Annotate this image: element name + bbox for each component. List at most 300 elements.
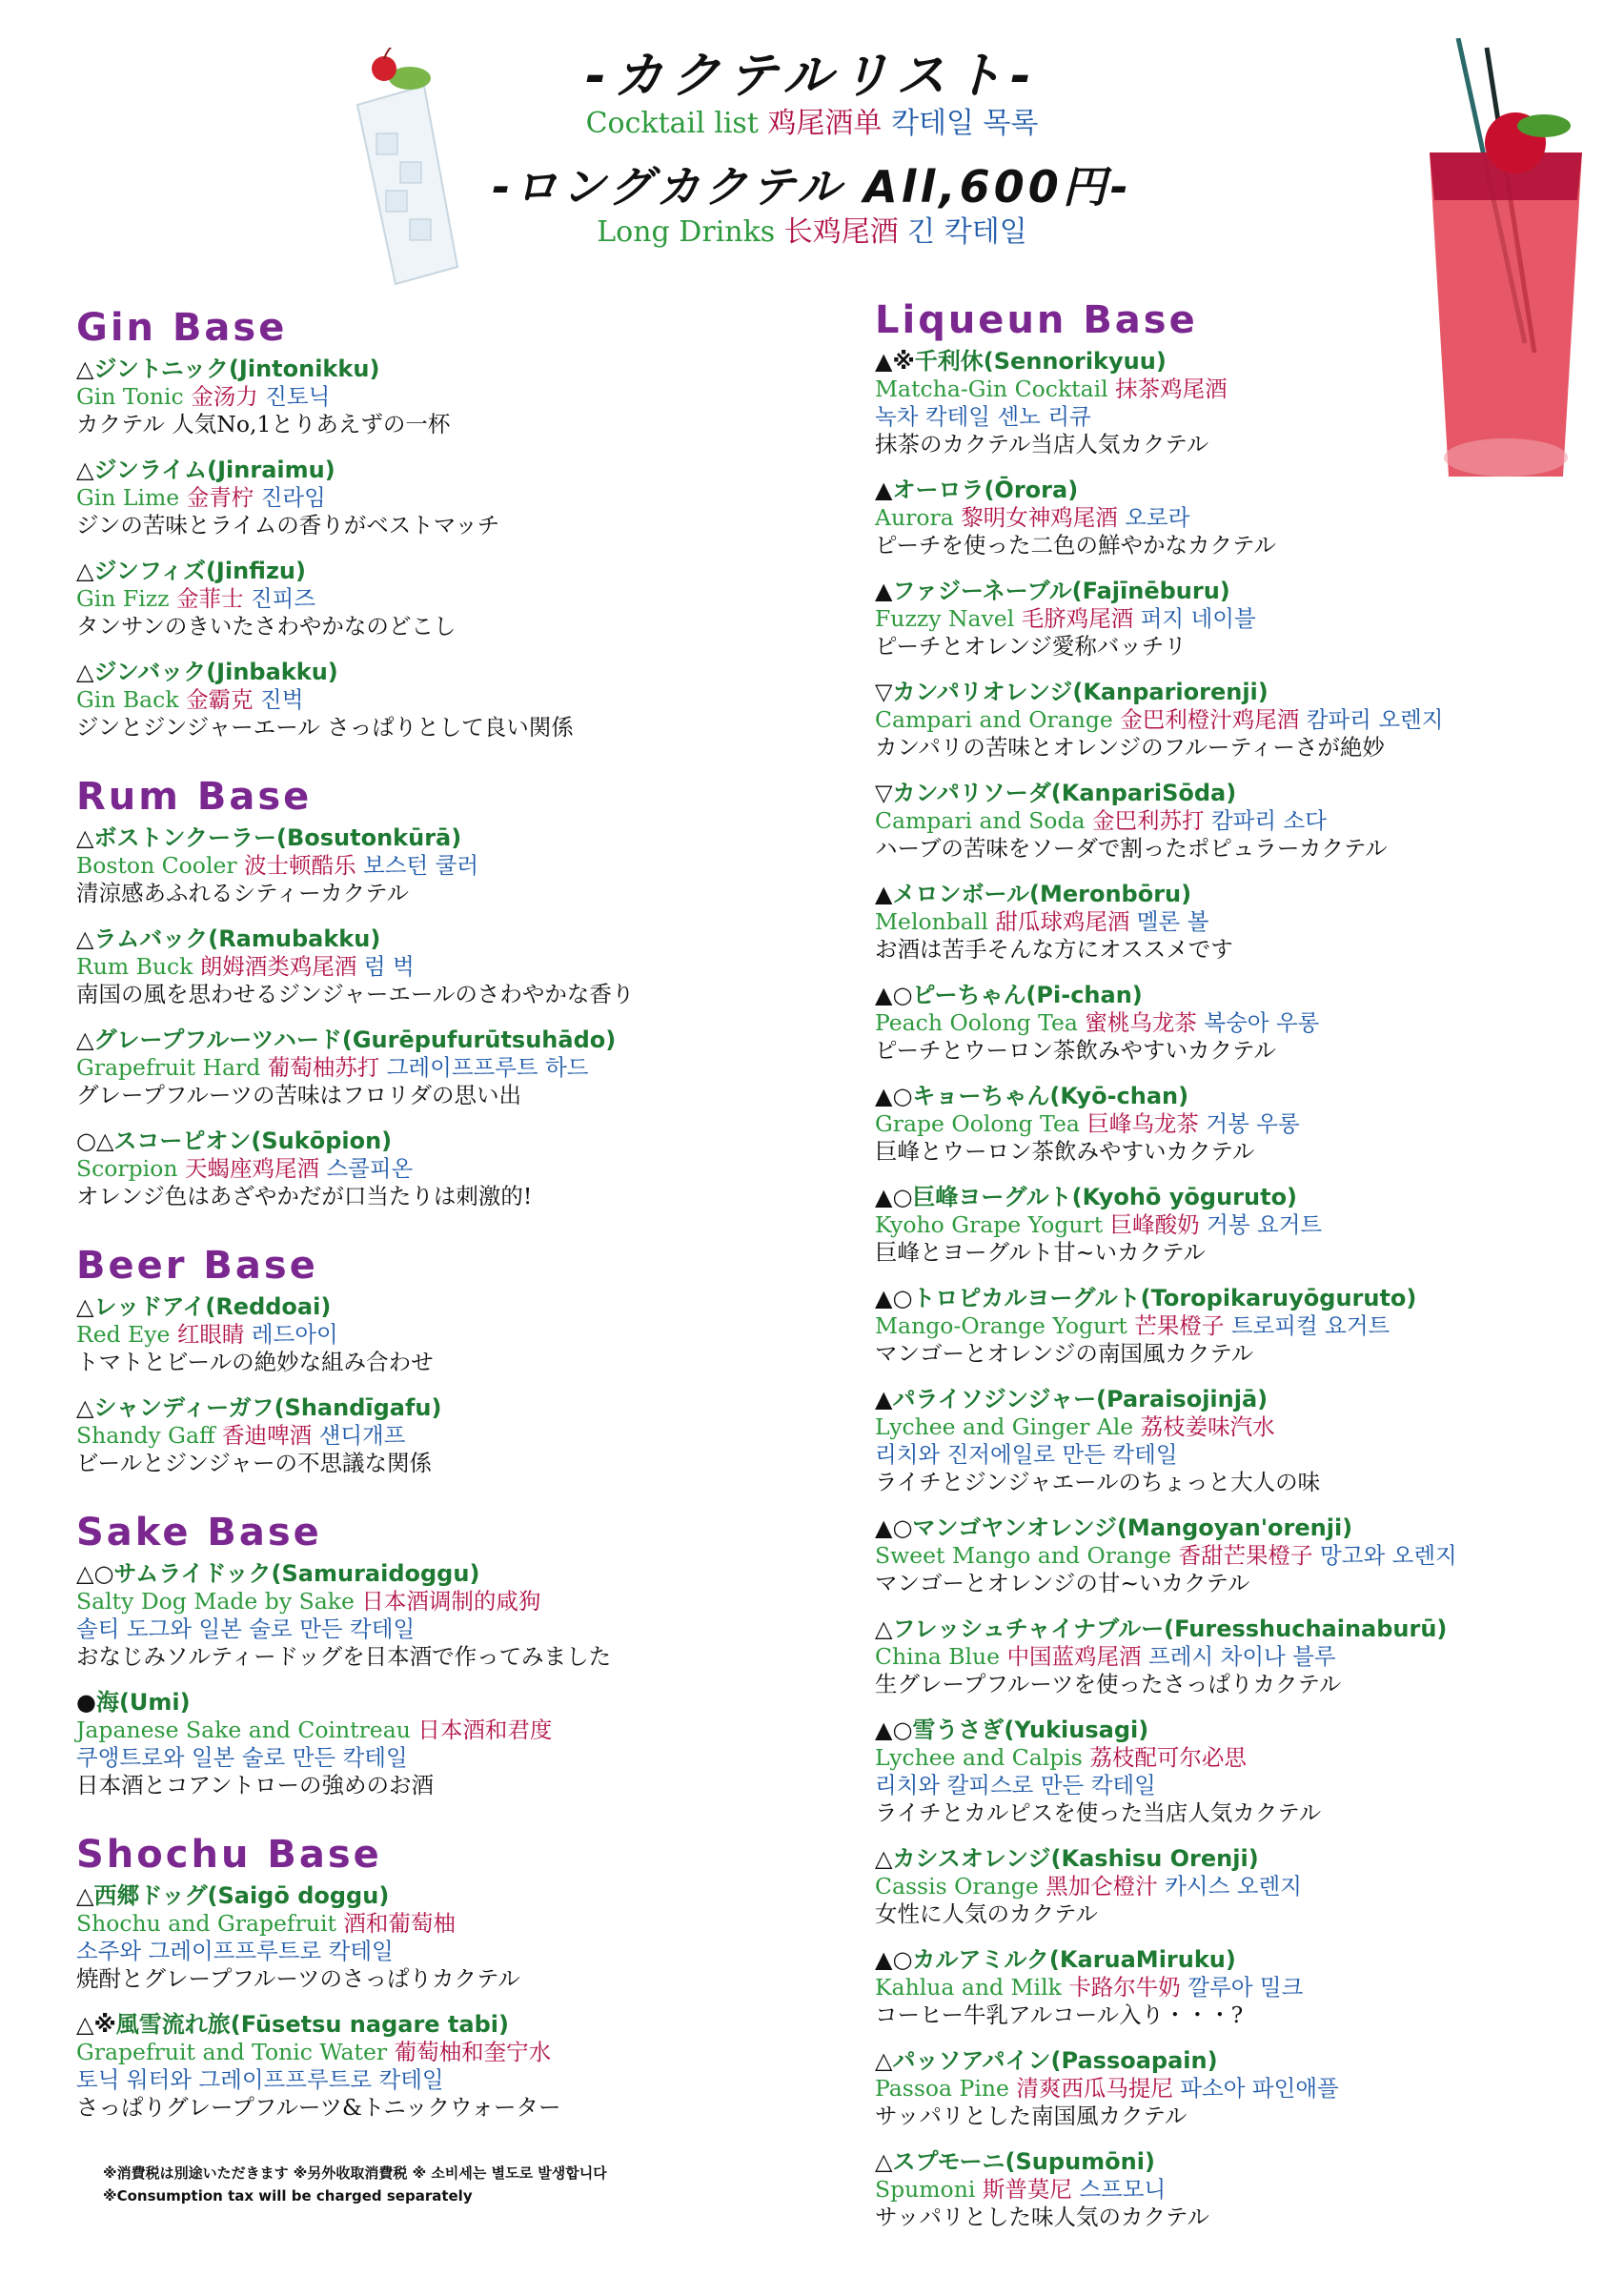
item-translations <box>875 1643 1599 1671</box>
item-description: 巨峰とヨーグルト甘~いカクテル <box>875 1239 1206 1266</box>
item-description: 焼酎とグレープフルーツのさっぱりカクテル <box>76 1965 520 1992</box>
item-description: カンパリの苦味とオレンジのフルーティーさが絶妙 <box>875 734 1385 761</box>
item-title: レッドアイ(Reddoai) <box>93 1293 332 1320</box>
item-title: スコーピオン(Sukōpion) <box>113 1128 393 1154</box>
item-english: Japanese Sake and Cointreau <box>76 1717 411 1743</box>
item-korean: 럼 벅 <box>363 953 415 980</box>
item-description: おなじみソルティードッグを日本酒で作ってみました <box>76 1643 612 1670</box>
item-korean: 녹차 칵테일 센노 리큐 <box>875 403 1091 430</box>
item-name <box>875 1284 1599 1312</box>
item-title: キョーちゃん(Kyō-chan) <box>912 1083 1189 1109</box>
menu-item <box>76 823 858 907</box>
item-translations <box>76 1588 858 1615</box>
item-mark: △※ <box>76 2011 116 2038</box>
item-name <box>76 1559 858 1588</box>
item-chinese: 斯普莫尼 <box>982 2176 1072 2203</box>
item-name <box>76 823 858 852</box>
item-english: Red Eye <box>76 1321 171 1348</box>
menu-section <box>76 305 858 742</box>
item-chinese: 酒和葡萄柚 <box>343 1910 456 1937</box>
section-title: Rum Base <box>76 775 313 819</box>
item-english: Gin Fizz <box>76 585 170 612</box>
item-chinese: 巨峰酸奶 <box>1109 1211 1200 1238</box>
item-mark: ▲ <box>875 477 893 503</box>
item-name <box>76 1881 858 1910</box>
item-title: サムライドック(Samuraidoggu) <box>113 1560 480 1587</box>
item-mark: △ <box>76 1026 94 1053</box>
header <box>0 48 1624 250</box>
item-description: サッパリとした南国風カクテル <box>875 2103 1188 2129</box>
item-name <box>76 456 858 484</box>
section-title: Shochu Base <box>76 1833 382 1877</box>
menu-item <box>76 1026 858 1109</box>
item-translations <box>875 706 1599 734</box>
footer-notes <box>103 2162 607 2207</box>
item-description: ライチとカルピスを使った当店人気カクテル <box>875 1799 1322 1826</box>
item-english: Gin Lime <box>76 484 180 511</box>
item-description: カクテル 人気No,1とりあえずの一杯 <box>76 411 451 437</box>
long-drinks-subtitle: Long Drinks 长鸡尾酒 긴 칵테일 <box>597 215 1027 249</box>
item-translations <box>76 383 858 411</box>
menu-item <box>875 1183 1599 1267</box>
item-chinese: 毛脐鸡尾酒 <box>1021 605 1134 632</box>
item-title: ジントニック(Jintonikku) <box>93 356 380 382</box>
item-korean: 프레시 차이나 블루 <box>1148 1643 1336 1670</box>
menu-section <box>76 1510 858 1799</box>
item-name <box>875 1514 1599 1542</box>
item-name <box>875 1183 1599 1211</box>
item-chinese: 朗姆酒类鸡尾酒 <box>199 953 357 980</box>
item-name <box>875 476 1599 504</box>
item-title: 風雪流れ旅(Fūsetsu nagare tabi) <box>115 2011 509 2038</box>
item-english: Spumoni <box>875 2176 976 2203</box>
tax-note-english: ※Consumption tax will be charged separately <box>103 2187 473 2205</box>
item-chinese: 蜜桃乌龙茶 <box>1085 1009 1197 1036</box>
menu-item <box>875 1284 1599 1368</box>
item-description: コーヒー牛乳アルコール入り・・・? <box>875 2001 1244 2028</box>
item-translations <box>76 1422 858 1450</box>
menu-item <box>76 1393 858 1477</box>
item-translations <box>76 1321 858 1349</box>
item-chinese: 黑加仑橙汁 <box>1045 1873 1158 1900</box>
menu-item <box>875 1082 1599 1166</box>
item-name <box>76 355 858 383</box>
item-translations <box>875 1974 1599 2001</box>
item-english: Melonball <box>875 908 988 935</box>
item-mark: ▽ <box>875 780 893 806</box>
item-title: ジンフィズ(Jinfizu) <box>93 558 306 584</box>
item-korean: 복숭아 우롱 <box>1204 1009 1320 1036</box>
item-title: ラムバック(Ramubakku) <box>93 925 381 952</box>
item-mark: △ <box>76 1293 94 1320</box>
item-title: 千利休(Sennorikyuu) <box>914 348 1167 375</box>
item-translations <box>76 2039 858 2066</box>
item-translations <box>76 953 858 981</box>
item-chinese: 金菲士 <box>175 585 244 612</box>
item-english: Campari and Orange <box>875 706 1113 733</box>
menu-item <box>875 1385 1599 1496</box>
item-chinese: 香甜芒果橙子 <box>1178 1542 1313 1569</box>
item-translations <box>76 686 858 714</box>
item-english: Gin Back <box>76 686 179 713</box>
item-chinese: 金青柠 <box>186 484 254 511</box>
item-title: パッソアパイン(Passoapain) <box>892 2047 1218 2074</box>
item-korean: 오로라 <box>1125 504 1190 531</box>
item-translations <box>875 2176 1599 2204</box>
item-title: ファジーネーブル(Fajīnēburu) <box>892 578 1230 604</box>
item-translations <box>875 504 1599 532</box>
item-mark: △ <box>875 1615 893 1642</box>
item-mark: △ <box>875 2047 893 2074</box>
item-mark: △○ <box>76 1560 114 1587</box>
menu-item <box>875 2046 1599 2130</box>
item-chinese: 日本酒调制的咸狗 <box>361 1588 541 1615</box>
item-korean: 레드아이 <box>251 1321 338 1348</box>
menu-item <box>76 355 858 438</box>
item-description: タンサンのきいたさわやかなのどこし <box>76 613 457 640</box>
item-mark: △ <box>875 1845 893 1872</box>
item-title: 雪うさぎ(Yukiusagi) <box>912 1717 1149 1743</box>
item-description: さっぱりグレープフルーツ&トニックウォーター <box>76 2094 561 2121</box>
menu-item <box>76 1559 858 1671</box>
item-english: Peach Oolong Tea <box>875 1009 1078 1036</box>
item-title: 海(Umi) <box>95 1689 191 1716</box>
item-mark: ▲○ <box>875 1946 913 1973</box>
item-korean: 섄디개프 <box>318 1422 406 1449</box>
menu-section <box>76 1243 858 1477</box>
menu-item <box>76 1881 858 1993</box>
item-mark: △ <box>76 824 94 851</box>
item-english: Aurora <box>875 504 954 531</box>
item-description: ハーブの苦味をソーダで割ったポピュラーカクテル <box>875 835 1388 862</box>
menu-item <box>875 981 1599 1065</box>
item-name <box>76 557 858 585</box>
menu-item <box>875 1844 1599 1928</box>
item-name <box>875 577 1599 605</box>
item-korean: 거봉 요거트 <box>1207 1211 1323 1238</box>
menu-item <box>875 347 1599 458</box>
item-description: ジンの苦味とライムの香りがベストマッチ <box>76 512 500 538</box>
item-chinese: 红眼睛 <box>176 1321 245 1348</box>
menu-item <box>76 1127 858 1210</box>
item-mark: ▲○ <box>875 1514 913 1541</box>
item-english: Kahlua and Milk <box>875 1974 1062 2001</box>
item-english: Rum Buck <box>76 953 193 980</box>
item-chinese: 荔枝姜味汽水 <box>1140 1413 1275 1440</box>
item-english: Mango-Orange Yogurt <box>875 1312 1127 1339</box>
item-title: フレッシュチャイナブルー(Furesshuchainaburū) <box>892 1615 1448 1642</box>
item-korean: 보스턴 쿨러 <box>363 852 479 879</box>
item-mark: ▲ <box>875 1386 893 1412</box>
item-mark: △ <box>76 356 94 382</box>
item-translations <box>875 376 1599 403</box>
section-title: Sake Base <box>76 1511 322 1554</box>
item-translations <box>76 1155 858 1183</box>
item-description: ピーチを使った二色の鮮やかなカクテル <box>875 532 1276 559</box>
item-english: Passoa Pine <box>875 2075 1009 2102</box>
item-name <box>875 2147 1599 2176</box>
item-mark: ○△ <box>76 1128 114 1154</box>
item-description: ピーチとオレンジ愛称バッチリ <box>875 633 1187 660</box>
item-english: Sweet Mango and Orange <box>875 1542 1172 1569</box>
item-english: Scorpion <box>76 1155 178 1182</box>
item-translations <box>875 2075 1599 2103</box>
item-translations <box>875 1009 1599 1037</box>
item-mark: △ <box>875 2148 893 2175</box>
item-description: 女性に人気のカクテル <box>875 1900 1098 1927</box>
menu-item <box>875 577 1599 660</box>
item-description: マンゴーとオレンジの南国風カクテル <box>875 1340 1254 1367</box>
item-title: ジンライム(Jinraimu) <box>93 457 335 483</box>
item-translations <box>875 1211 1599 1239</box>
item-mark: △ <box>76 558 94 584</box>
item-translations <box>875 807 1599 835</box>
item-title: ボストンクーラー(Bosutonkūrā) <box>93 824 462 851</box>
item-chinese: 卡路尔牛奶 <box>1068 1974 1181 2001</box>
item-korean: 멜론 볼 <box>1136 908 1209 935</box>
item-english: Lychee and Calpis <box>875 1744 1083 1771</box>
item-korean: 스콜피온 <box>326 1155 414 1182</box>
item-korean: 쿠앵트로와 일본 술로 만든 칵테일 <box>76 1744 408 1771</box>
section-title: Liqueun Base <box>875 298 1198 342</box>
item-chinese: 波士顿酷乐 <box>244 852 356 879</box>
item-english: Lychee and Ginger Ale <box>875 1413 1134 1440</box>
item-name <box>875 1082 1599 1110</box>
item-mark: △ <box>76 1882 94 1909</box>
item-korean: 캄파리 소다 <box>1210 807 1327 834</box>
menu-item <box>76 456 858 539</box>
item-chinese: 黎明女神鸡尾酒 <box>961 504 1118 531</box>
item-translations <box>875 1744 1599 1772</box>
item-description: 抹茶のカクテル当店人気カクテル <box>875 431 1209 457</box>
item-title: カンパリオレンジ(Kanpariorenji) <box>892 679 1269 705</box>
item-description: 日本酒とコアントローの強めのお酒 <box>76 1772 435 1798</box>
item-mark: ▲○ <box>875 982 913 1008</box>
page-subtitle: Cocktail list 鸡尾酒单 칵테일 목록 <box>585 107 1039 140</box>
item-korean: 솔티 도그와 일본 술로 만든 칵테일 <box>76 1615 416 1642</box>
item-chinese: 荔枝配可尔必思 <box>1089 1744 1247 1771</box>
item-english: China Blue <box>875 1643 1001 1670</box>
item-description: 南国の風を思わせるジンジャーエールのさわやかな香り <box>76 981 635 1007</box>
item-translations <box>875 1542 1599 1570</box>
item-chinese: 天蝎座鸡尾酒 <box>184 1155 319 1182</box>
item-translations <box>875 1873 1599 1900</box>
item-translations <box>76 1910 858 1938</box>
menu-item <box>76 1292 858 1376</box>
menu-item <box>875 1945 1599 2029</box>
menu-item <box>76 924 858 1008</box>
item-description: 生グレープフルーツを使ったさっぱりカクテル <box>875 1671 1342 1697</box>
item-mark: ● <box>76 1689 96 1716</box>
menu-item <box>76 557 858 640</box>
item-english: Cassis Orange <box>875 1873 1039 1900</box>
item-mark: △ <box>76 1394 94 1421</box>
item-description: 巨峰とウーロン茶飲みやすいカクテル <box>875 1138 1255 1165</box>
item-name <box>76 1026 858 1054</box>
item-mark: ▲ <box>875 881 893 907</box>
item-korean: 망고와 오렌지 <box>1320 1542 1457 1569</box>
item-english: Salty Dog Made by Sake <box>76 1588 355 1615</box>
item-english: Matcha-Gin Cocktail <box>875 376 1108 402</box>
menu-column-left <box>76 305 858 2154</box>
item-english: Grapefruit Hard <box>76 1054 261 1081</box>
item-title: マンゴヤンオレンジ(Mangoyan'orenji) <box>912 1514 1353 1541</box>
item-name <box>875 1385 1599 1413</box>
item-translations <box>875 908 1599 936</box>
item-chinese: 清爽西瓜马提尼 <box>1016 2075 1173 2102</box>
item-chinese: 葡萄柚和奎宁水 <box>394 2039 552 2065</box>
item-chinese: 中国蓝鸡尾酒 <box>1006 1643 1142 1670</box>
item-description: トマトとビールの絶妙な組み合わせ <box>76 1349 434 1375</box>
item-chinese: 香迪啤酒 <box>222 1422 313 1449</box>
item-title: ジンバック(Jinbakku) <box>93 659 338 685</box>
item-english: Kyoho Grape Yogurt <box>875 1211 1104 1238</box>
item-title: オーロラ(Ōrora) <box>892 477 1079 503</box>
item-chinese: 金霸克 <box>186 686 254 713</box>
item-translations <box>76 1717 858 1744</box>
item-description: ライチとジンジャエールのちょっと大人の味 <box>875 1469 1321 1495</box>
item-translations <box>875 1413 1599 1441</box>
item-translations <box>76 484 858 512</box>
item-mark: ▲○ <box>875 1717 913 1743</box>
menu-item <box>875 678 1599 762</box>
item-chinese: 甜瓜球鸡尾酒 <box>995 908 1130 935</box>
item-korean: 그레이프프루트 하드 <box>386 1054 589 1081</box>
item-english: Gin Tonic <box>76 383 184 410</box>
item-name <box>875 2046 1599 2075</box>
section-title: Gin Base <box>76 306 288 350</box>
item-title: カンパリソーダ(KanpariSōda) <box>892 780 1237 806</box>
menu-section <box>875 297 1599 2231</box>
item-description: オレンジ色はあざやかだが口当たりは刺激的! <box>76 1183 533 1209</box>
item-name <box>76 658 858 686</box>
item-chinese: 抹茶鸡尾酒 <box>1115 376 1228 402</box>
item-korean: 트로피컬 요거트 <box>1230 1312 1391 1339</box>
item-mark: ▲ <box>875 578 893 604</box>
item-korean: 카시스 오렌지 <box>1165 1873 1302 1900</box>
item-title: グレープフルーツハード(Gurēpufurūtsuhādo) <box>93 1026 617 1053</box>
item-name <box>76 1393 858 1422</box>
page-title: -カクテルリスト- <box>585 48 1039 105</box>
item-name <box>875 779 1599 807</box>
item-translations <box>76 585 858 613</box>
item-korean: 진벅 <box>260 686 304 713</box>
item-korean: 캄파리 오렌지 <box>1306 706 1444 733</box>
item-name <box>875 1615 1599 1643</box>
menu-item <box>875 1514 1599 1597</box>
menu-column-right <box>875 297 1599 2264</box>
item-english: Fuzzy Navel <box>875 605 1015 632</box>
item-chinese: 芒果橙子 <box>1134 1312 1225 1339</box>
item-title: スプモーニ(Supumōni) <box>892 2148 1155 2175</box>
item-name <box>875 981 1599 1009</box>
item-title: メロンボール(Meronbōru) <box>892 881 1192 907</box>
item-description: お酒は苦手そんな方にオススメです <box>875 936 1233 963</box>
menu-item <box>875 476 1599 559</box>
item-korean: 스프모니 <box>1079 2176 1167 2203</box>
item-korean: 진피즈 <box>250 585 316 612</box>
item-mark: ▲○ <box>875 1184 913 1210</box>
menu-section <box>76 1832 858 2122</box>
menu-item <box>76 1688 858 1799</box>
item-name <box>875 1844 1599 1873</box>
item-name <box>875 347 1599 376</box>
item-korean: 소주와 그레이프프루트로 칵테일 <box>76 1938 394 1964</box>
menu-item <box>875 2147 1599 2231</box>
item-translations <box>76 1054 858 1082</box>
item-title: カルアミルク(KaruaMiruku) <box>912 1946 1236 1973</box>
item-english: Grape Oolong Tea <box>875 1110 1080 1137</box>
item-english: Grapefruit and Tonic Water <box>76 2039 388 2065</box>
item-translations <box>875 1312 1599 1340</box>
item-description: グレープフルーツの苦味はフロリダの思い出 <box>76 1082 521 1108</box>
item-name <box>76 2010 858 2039</box>
item-korean: 파소아 파인애플 <box>1180 2075 1339 2102</box>
item-chinese: 葡萄柚苏打 <box>267 1054 380 1081</box>
item-chinese: 金汤力 <box>191 383 258 410</box>
item-title: 巨峰ヨーグルト(Kyohō yōguruto) <box>912 1184 1298 1210</box>
item-mark: △ <box>76 659 94 685</box>
item-chinese: 金巴利橙汁鸡尾酒 <box>1120 706 1300 733</box>
item-translations <box>76 852 858 880</box>
item-korean: 퍼지 네이블 <box>1140 605 1256 632</box>
item-description: サッパリとした味人気のカクテル <box>875 2204 1209 2230</box>
item-name <box>76 1292 858 1321</box>
item-english: Shandy Gaff <box>76 1422 215 1449</box>
item-name <box>875 1945 1599 1974</box>
item-name <box>76 1688 858 1717</box>
section-title: Beer Base <box>76 1244 318 1288</box>
item-name <box>76 924 858 953</box>
item-korean: 리치와 진저에일로 만든 칵테일 <box>875 1441 1178 1468</box>
item-korean: 리치와 칼피스로 만든 칵테일 <box>875 1772 1156 1798</box>
item-korean: 진토닉 <box>265 383 331 410</box>
item-description: ジンとジンジャーエール さっぱりとして良い関係 <box>76 714 574 741</box>
item-description: 清涼感あふれるシティーカクテル <box>76 880 409 906</box>
item-translations <box>875 605 1599 633</box>
item-mark: ▲○ <box>875 1083 913 1109</box>
item-title: ピーちゃん(Pi-chan) <box>912 982 1143 1008</box>
long-drinks-title: -ロングカクテル All,600円- <box>492 161 1132 213</box>
item-title: カシスオレンジ(Kashisu Orenji) <box>892 1845 1259 1872</box>
item-korean: 토닉 워터와 그레이프프루트로 칵테일 <box>76 2066 444 2093</box>
item-description: マンゴーとオレンジの甘~いカクテル <box>875 1570 1250 1596</box>
menu-section <box>76 774 858 1210</box>
item-korean: 거봉 우롱 <box>1206 1110 1300 1137</box>
item-english: Shochu and Grapefruit <box>76 1910 336 1937</box>
item-title: パライソジンジャー(Paraisojinjā) <box>892 1386 1269 1412</box>
item-chinese: 日本酒和君度 <box>417 1717 553 1743</box>
item-description: ピーチとウーロン茶飲みやすいカクテル <box>875 1037 1276 1064</box>
item-mark: ▲○ <box>875 1285 913 1311</box>
item-mark: ▲※ <box>875 348 915 375</box>
item-mark: △ <box>76 457 94 483</box>
item-korean: 진라임 <box>260 484 326 511</box>
item-mark: ▽ <box>875 679 893 705</box>
item-name <box>76 1127 858 1155</box>
menu-item <box>76 2010 858 2122</box>
item-name <box>875 1716 1599 1744</box>
item-mark: △ <box>76 925 94 952</box>
item-chinese: 金巴利苏打 <box>1092 807 1205 834</box>
menu-item <box>875 880 1599 964</box>
menu-item <box>875 779 1599 863</box>
tax-note: ※消費税は別途いただきます ※另外收取消費税 ※ 소비세는 별도로 발생합니다 <box>103 2164 607 2182</box>
item-name <box>875 678 1599 706</box>
item-chinese: 巨峰乌龙茶 <box>1086 1110 1199 1137</box>
item-name <box>875 880 1599 908</box>
item-title: シャンディーガフ(Shandīgafu) <box>93 1394 442 1421</box>
